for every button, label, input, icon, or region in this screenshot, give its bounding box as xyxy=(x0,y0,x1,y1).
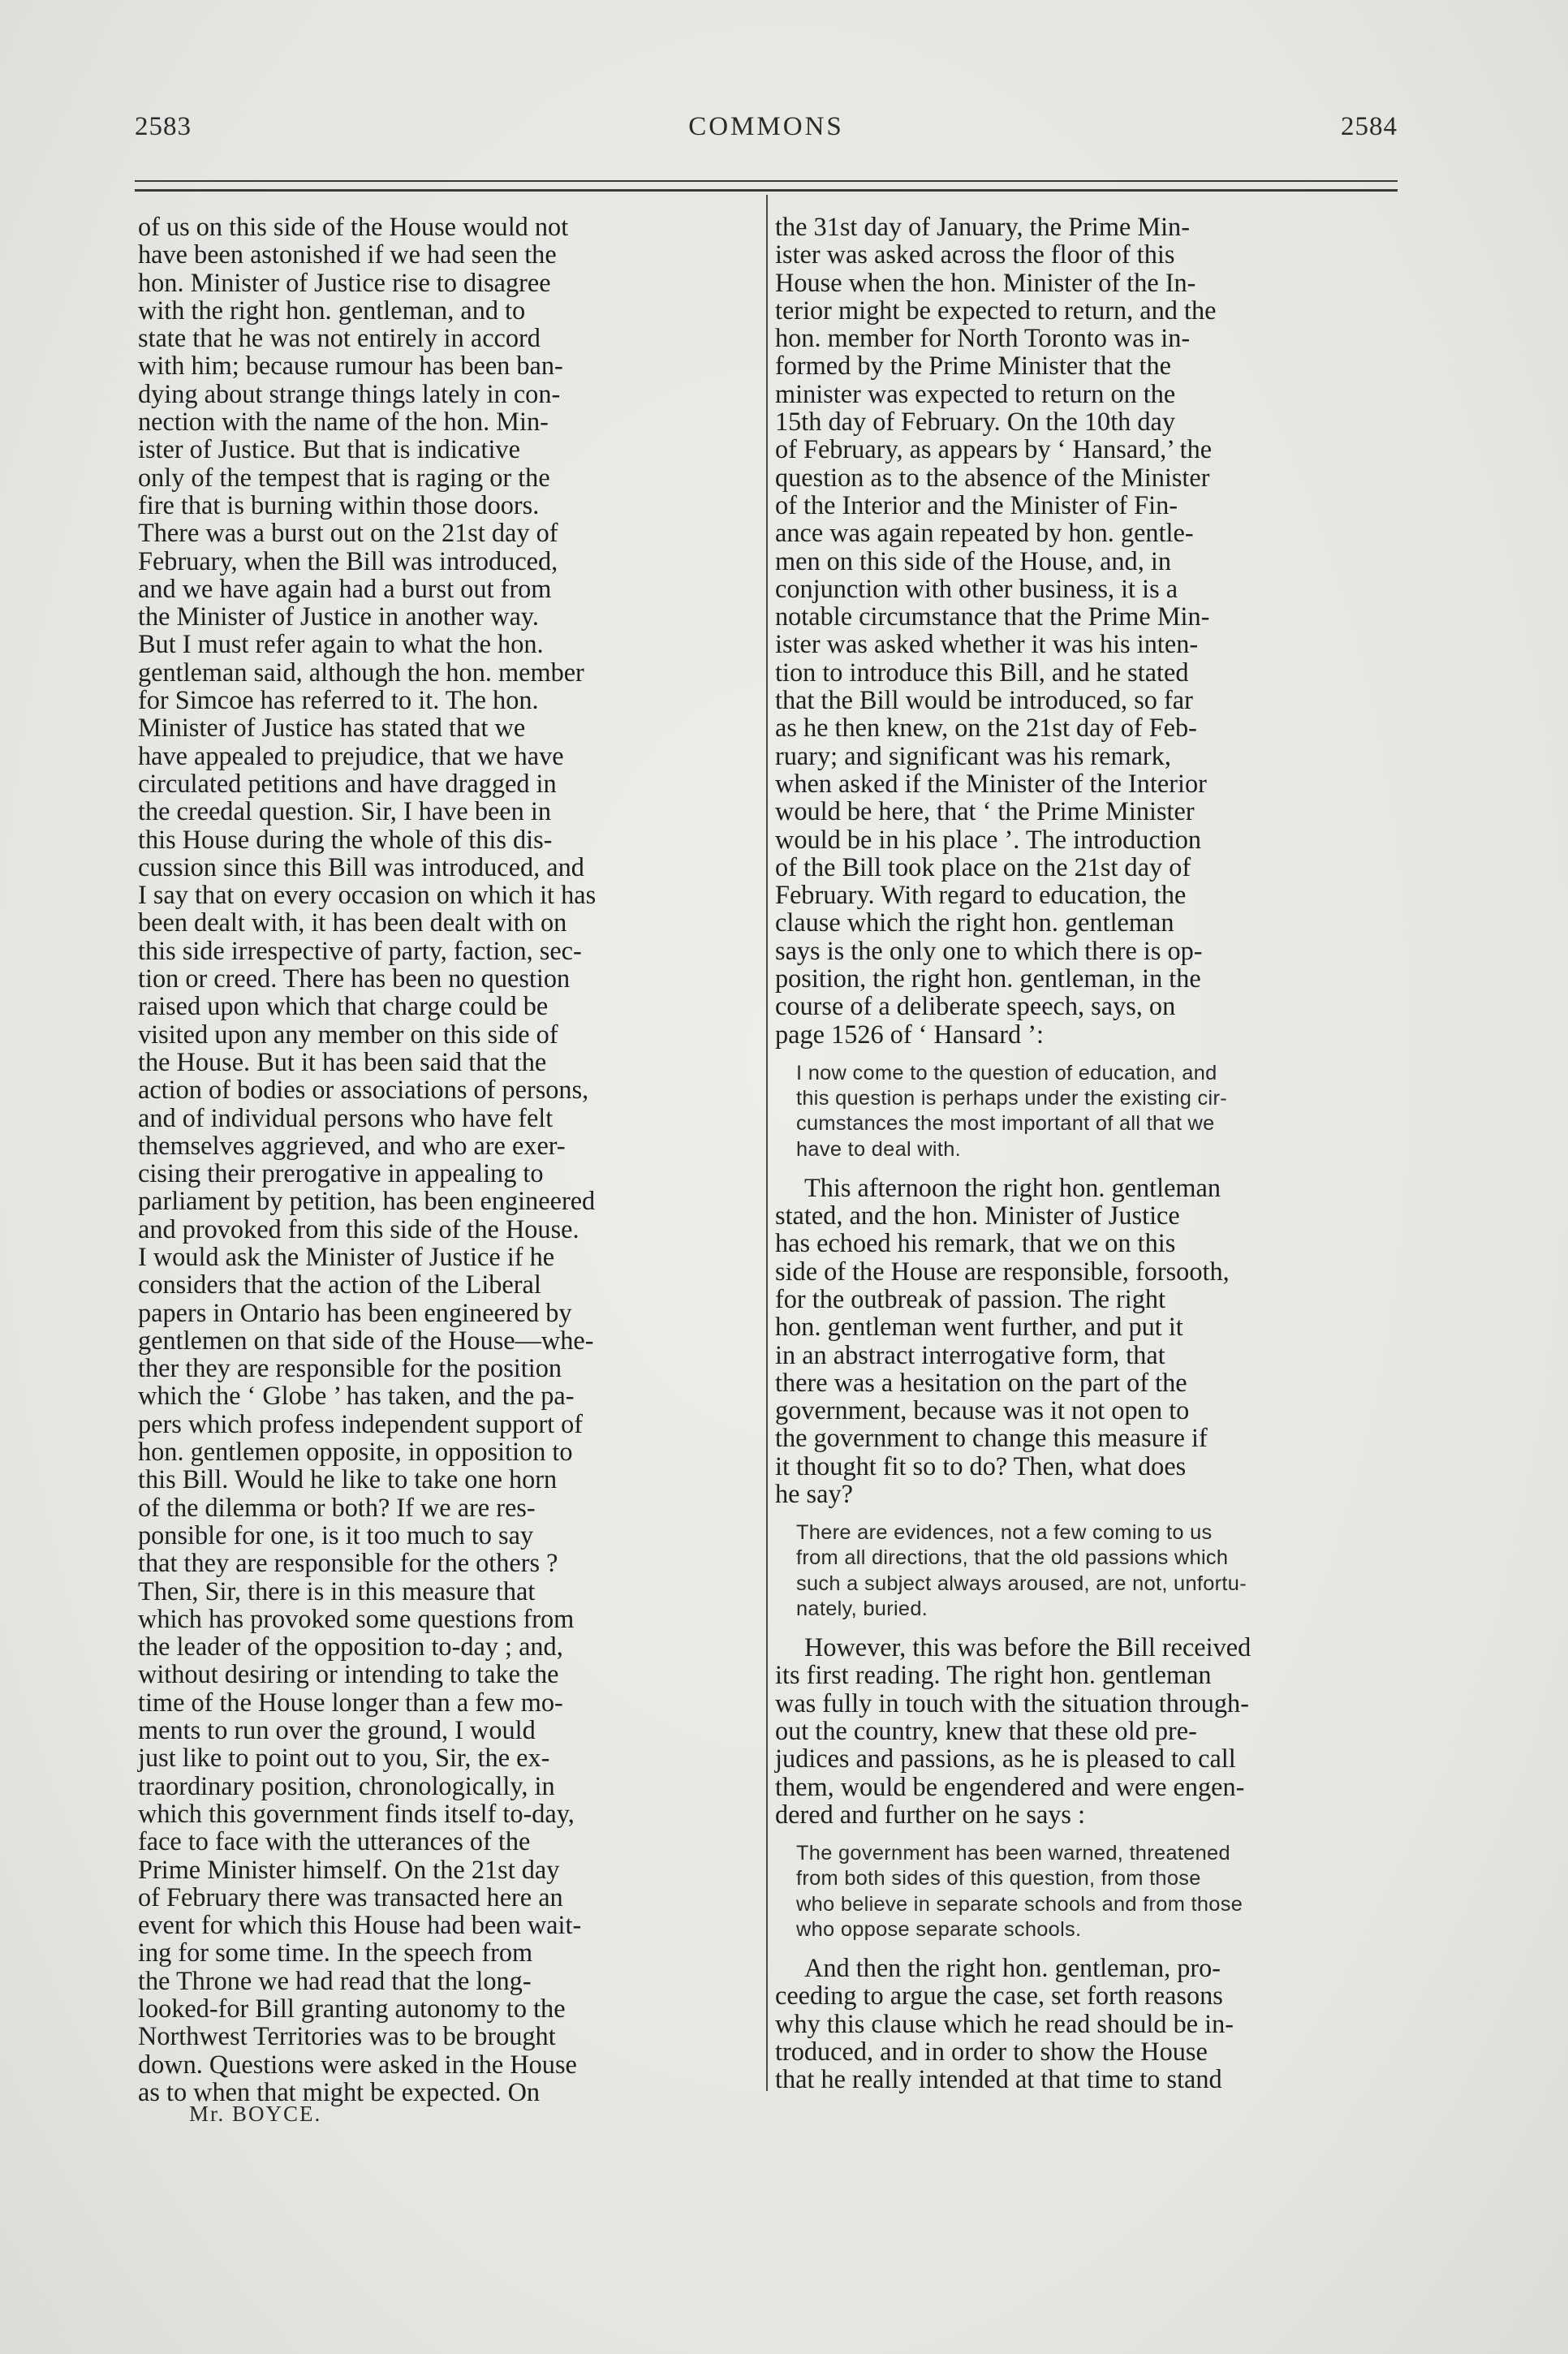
quotation-3: The government has been warned, threatened from both sides of this question, from those who believe in separate schools and from those who oppose separate schools. xyxy=(796,1842,1243,1941)
header-rule-bottom xyxy=(135,189,1398,192)
quotation-2: There are evidences, not a few coming to us from all directions, that the old passions which such a subject always aroused, are not, unfortu- nately, buried. xyxy=(796,1521,1247,1620)
page-header xyxy=(135,112,1398,148)
right-paragraph-3: However, this was before the Bill received its first reading. The right hon. gentleman was fully in touch with the situation through- out the country, knew that these old pre- judices and passions, as he is pleased to call them, would be engendered and were engen- dered and further on he says : xyxy=(775,1632,1251,1829)
column-divider xyxy=(766,195,768,2091)
left-paragraph-1: of us on this side of the House would not have been astonished if we had seen the hon. Minister of Justice rise to disagree with the right hon. gentleman, and to state that he was not entirely in accord with him; because rumour has been ban- dying about strange things lately in con- nection with the name of the hon. Min- ister of Justice. But that is indicative only of the tempest that is raging or the fire that is burning within those doors. There was a burst out on the 21st day of February, when the Bill was introduced, and we have again had a burst out from the Minister of Justice in another way. But I must refer again to what the hon. gentleman said, although the hon. member for Simcoe has referred to it. The hon. Minister of Justice has stated that we have appealed to prejudice, that we have circulated petitions and have dragged in the creedal question. Sir, I have been in this House during the whole of this dis- cussion since this Bill was introduced, and I say that on every occasion on which it has been dealt with, it has been dealt with on this side irrespective of party, faction, sec- tion or creed. There has been no question raised upon which that charge could be visited upon any member on this side of the House. But it has been said that the action of bodies or associations of persons, and of individual persons who have felt themselves aggrieved, and who are exer- cising their prerogative in appealing to parliament by petition, has been engineered and provoked from this side of the House. I would ask the Minister of Justice if he considers that the action of the Liberal papers in Ontario has been engineered by gentlemen on that side of the House—whe- ther they are responsible for the position which the ‘ Globe ’ has taken, and the pa- pers which profess independent support of hon. gentlemen opposite, in opposition to this Bill. Would he like to take one horn of the dilemma or both? If we are res- ponsible for one, is it too much to say that they are responsible for the others ? Then, Sir, there is in this measure that which has provoked some questions from the leader of the opposition to-day ; and, without desiring or intending to take the time of the House longer than a few mo- ments to run over the ground, I would just like to point out to you, Sir, the ex- traordinary position, chronologically, in which this government finds itself to-day, face to face with the utterances of the Prime Minister himself. On the 21st day of February there was transacted here an event for which this House had been wait- ing for some time. In the speech from the Throne we had read that the long- looked-for Bill granting autonomy to the Northwest Territories was to be brought down. Questions were asked in the House as to when that might be expected. On xyxy=(138,212,597,2106)
quotation-1: I now come to the question of education, and this question is perhaps under the existing cir- cumstances the most important of all that we have to deal with. xyxy=(796,1061,1227,1161)
speaker-footer: Mr. BOYCE. xyxy=(189,2102,322,2126)
page-number-right: 2584 xyxy=(1341,112,1398,141)
left-column xyxy=(138,213,755,2106)
right-paragraph-4: And then the right hon. gentleman, pro- ceeding to argue the case, set forth reasons why this clause which he read should be in- troduced, and in order to show the House that he really intended at that time to stand xyxy=(775,1952,1234,2094)
right-paragraph-2: This afternoon the right hon. gentleman stated, and the hon. Minister of Justice has echoed his remark, that we on this side of the House are responsible, forsooth, for the outbreak of passion. The right hon. gentleman went further, and put it in an abstract interrogative form, that there was a hesitation on the part of the government, because was it not open to the government to change this measure if it thought fit so to do? Then, what does he say? xyxy=(775,1172,1230,1508)
right-column xyxy=(775,213,1394,2093)
running-title: COMMONS xyxy=(688,112,844,141)
header-rule-top xyxy=(135,180,1398,182)
page-number-left: 2583 xyxy=(135,112,192,141)
right-paragraph-1: the 31st day of January, the Prime Min- ister was asked across the floor of this House when the hon. Minister of the In- terior might be expected to return, and the hon. member for North Toronto was in- formed by the Prime Minister that the minister was expected to return on the 15th day of February. On the 10th day of February, as appears by ‘ Hansard,’ the question as to the absence of the Minister of the Interior and the Minister of Fin- ance was again repeated by hon. gentle- men on this side of the House, and, in conjunction with other business, it is a notable circumstance that the Prime Min- ister was asked whether it was his inten- tion to introduce this Bill, and he stated that the Bill would be introduced, so far as he then knew, on the 21st day of Feb- ruary; and significant was his remark, when asked if the Minister of the Interior would be here, that ‘ the Prime Minister would be in his place ’. The introduction of the Bill took place on the 21st day of February. With regard to education, the clause which the right hon. gentleman says is the only one to which there is op- position, the right hon. gentleman, in the course of a deliberate speech, says, on page 1526 of ‘ Hansard ’: xyxy=(775,212,1217,1049)
